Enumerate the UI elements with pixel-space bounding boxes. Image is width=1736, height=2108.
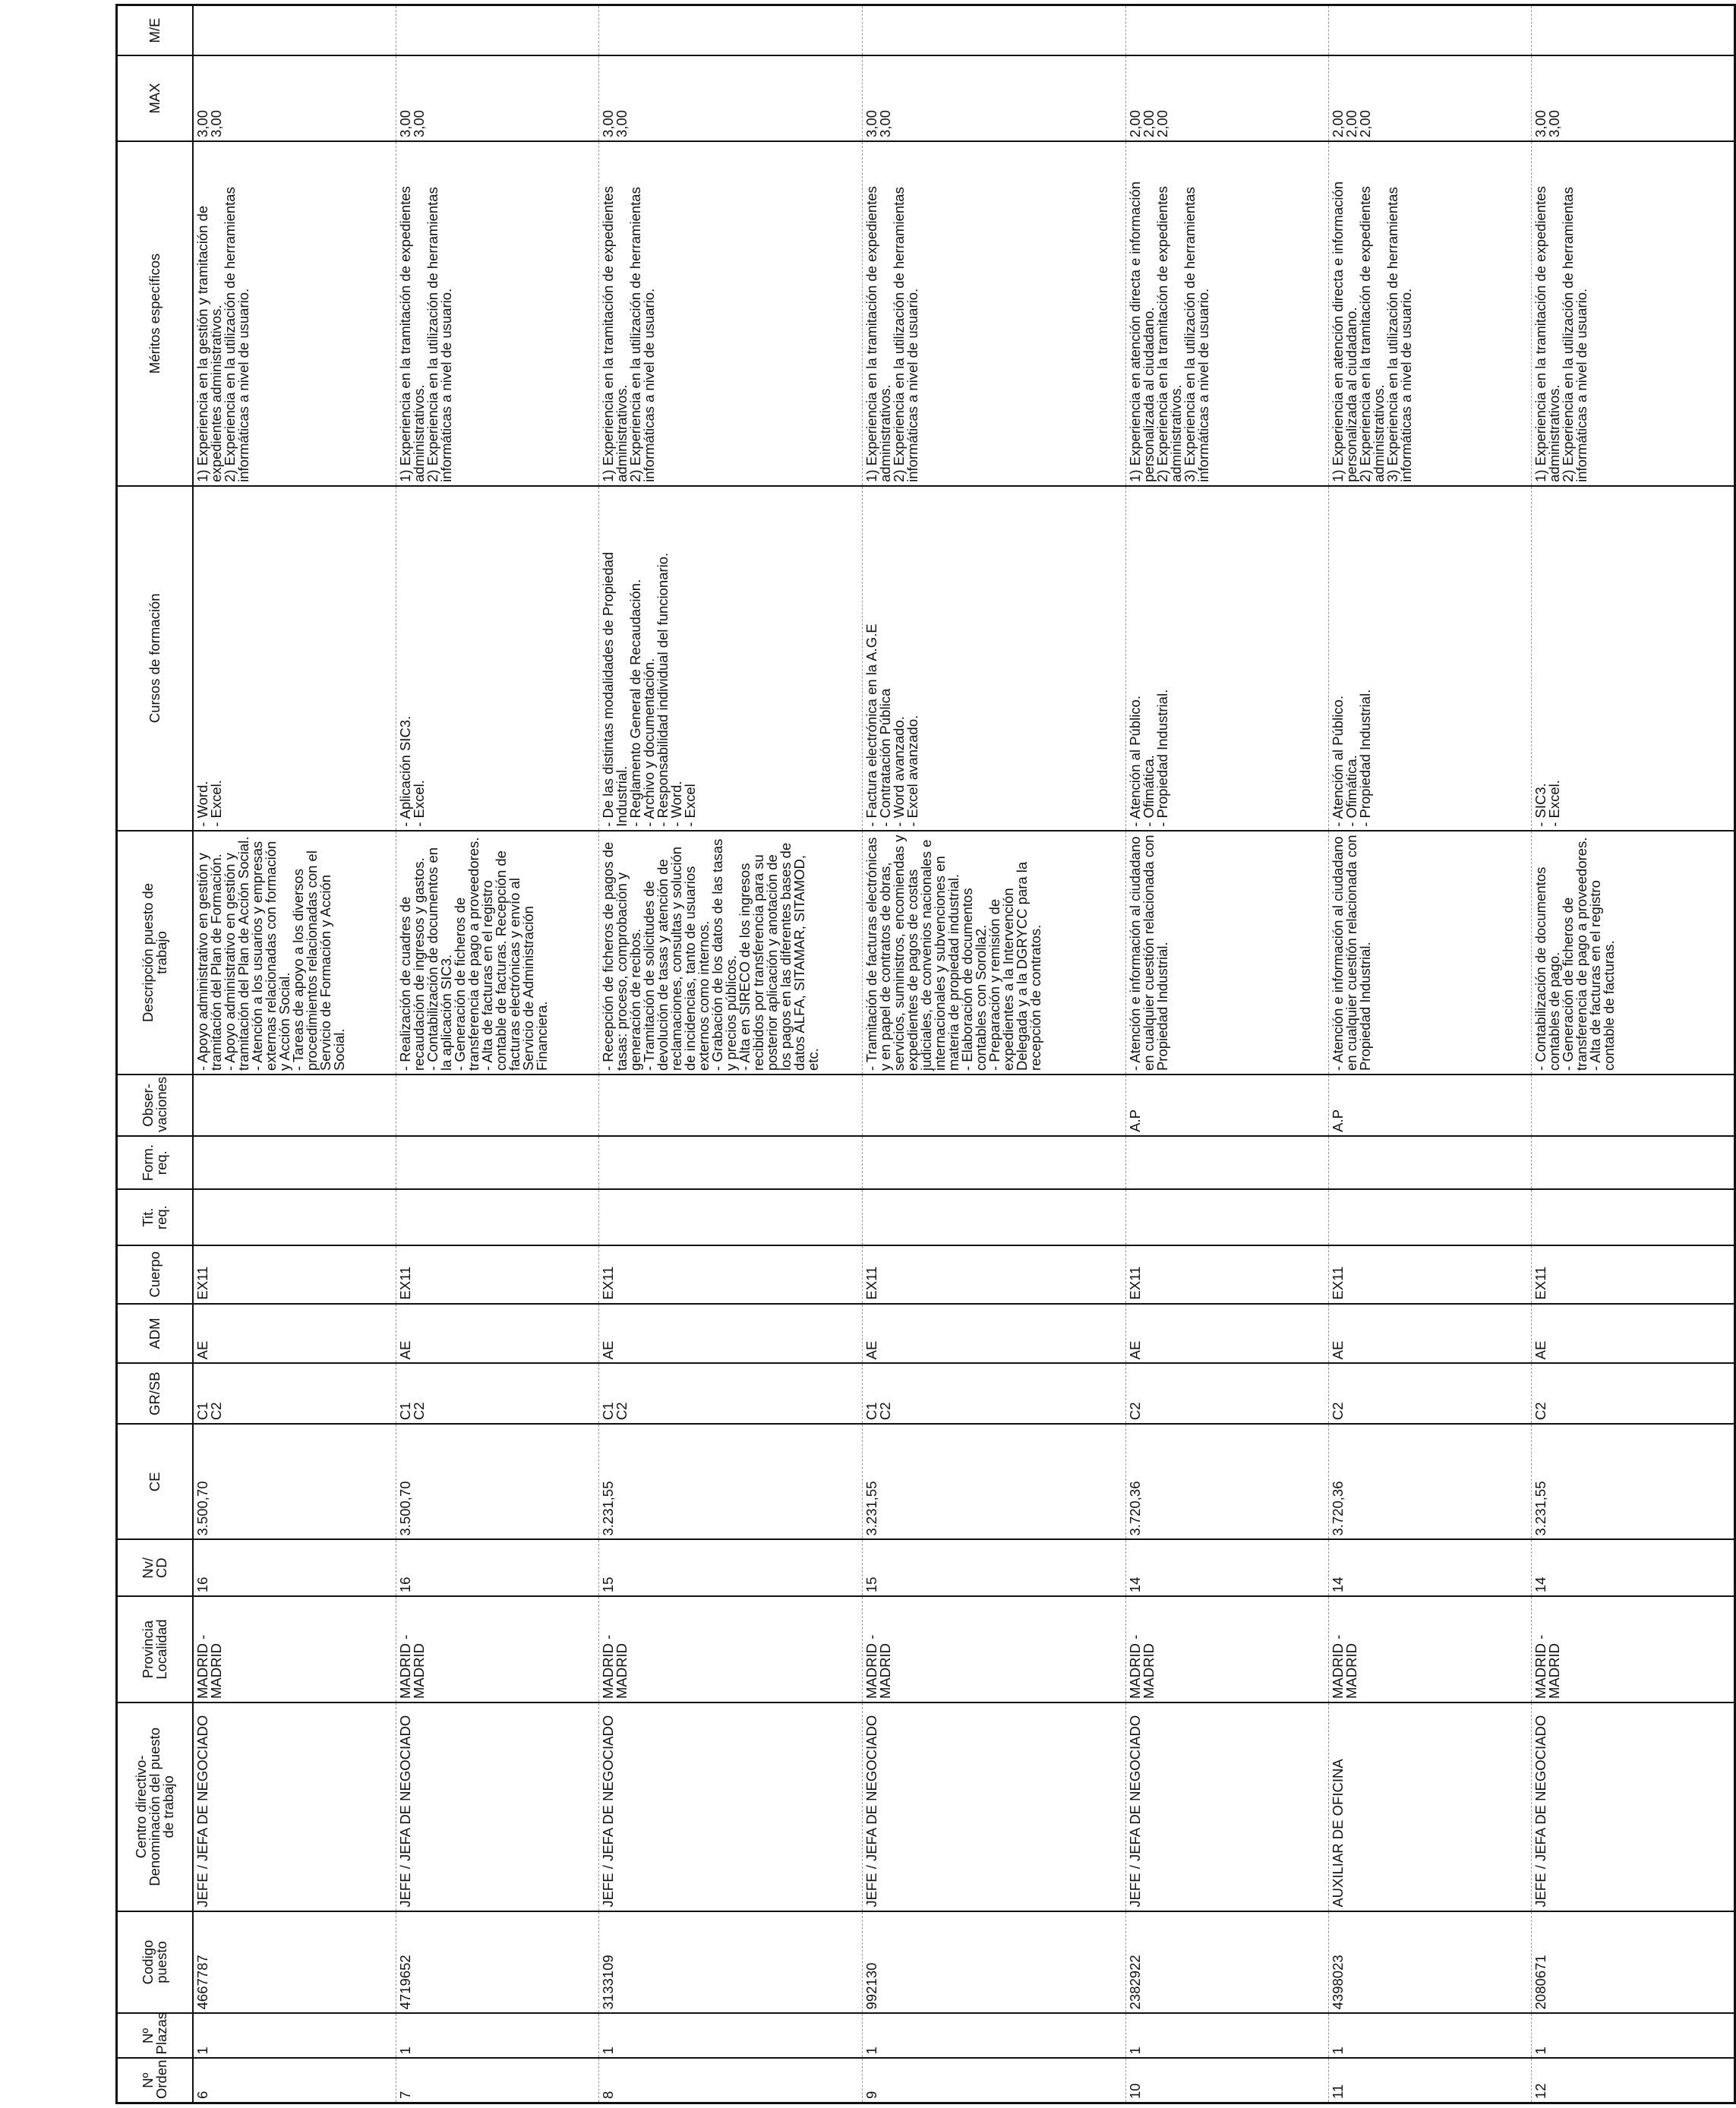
cell-denominacion: JEFE / JEFA DE NEGOCIADO — [396, 1702, 599, 1911]
cell-me — [599, 5, 863, 55]
cell-ce: 3.231,55 — [599, 1424, 863, 1539]
cell-max: 3,00 3,00 — [193, 55, 396, 141]
header-observaciones: Obser- vaciones — [117, 1075, 194, 1136]
cell-cuerpo: EX11 — [599, 1245, 863, 1304]
cell-titulacion — [396, 1189, 599, 1245]
cell-nivel: 14 — [1126, 1540, 1329, 1597]
cell-titulacion — [599, 1189, 863, 1245]
cell-plazas: 1 — [599, 2013, 863, 2058]
cell-observaciones — [599, 1075, 863, 1136]
cell-titulacion — [193, 1189, 396, 1245]
cell-grupo: C1 C2 — [396, 1363, 599, 1424]
header-row — [117, 5, 194, 2103]
cell-plazas: 1 — [396, 2013, 599, 2058]
header-codigo: Codigo puesto — [117, 1911, 194, 2014]
cell-codigo: 4398023 — [1329, 1911, 1532, 2014]
cell-cuerpo: EX11 — [1532, 1245, 1735, 1304]
cell-cursos: - Word. - Excel. — [193, 486, 396, 831]
cell-plazas: 1 — [863, 2013, 1126, 2058]
cell-orden: 8 — [599, 2058, 863, 2103]
cell-ce: 3.720,36 — [1329, 1424, 1532, 1539]
cell-formacion — [1329, 1136, 1532, 1189]
cell-codigo: 4719652 — [396, 1911, 599, 2014]
cell-titulacion — [863, 1189, 1126, 1245]
cell-descripcion: - Atención e información al ciudadano en cualquier cuestión relacionada con Propiedad Industrial. — [1329, 831, 1532, 1075]
cell-orden: 11 — [1329, 2058, 1532, 2103]
cell-plazas: 1 — [1532, 2013, 1735, 2058]
cell-max: 3,00 3,00 — [1532, 55, 1735, 141]
cell-descripcion: - Recepción de ficheros de pagos de tasas: proceso, comprobación y generación de recibos. - Tramitación de solicitudes de devolución de tasas y atención de reclamaciones, consultas y solución de incidencias, tanto de usuarios externos como internos. - Grabación de los datos de las tasas y precios públicos. - Alta en SIRECO de los ingresos recibidos por transferencia para su posterior aplicación y anotación de los pagos en las diferentes bases de datos ALFA, SITAMAR, SITAMOD, etc. — [599, 831, 863, 1075]
header-orden: Nº Orden — [117, 2058, 194, 2103]
cell-nivel: 14 — [1532, 1540, 1735, 1597]
cell-provincia: MADRID - MADRID — [863, 1596, 1126, 1702]
cell-me — [1532, 5, 1735, 55]
cell-codigo: 3133109 — [599, 1911, 863, 2014]
header-centro: Centro directivo- Denominación del puesto de trabajo — [117, 1702, 194, 1911]
cell-cursos: - SIC3. - Excel. — [1532, 486, 1735, 831]
table-row — [863, 5, 1126, 2103]
table-row — [1329, 5, 1532, 2103]
header-nivel: Nv/ CD — [117, 1540, 194, 1597]
header-titulacion: Tit. req. — [117, 1189, 194, 1245]
cell-nivel: 16 — [396, 1540, 599, 1597]
header-cursos: Cursos de formación — [117, 486, 194, 831]
cell-me — [863, 5, 1126, 55]
table-row — [1126, 5, 1329, 2103]
cell-descripcion: - Tramitación de facturas electrónicas y en papel de contratos de obras, servicios, suministros, encomiendas y expedientes de pagos de costas judiciales, de convenios nacionales e internacionales y subvenciones en materia de propiedad industrial. - Elaboración de documentos contables con Sorolla2. - Preparación y remisión de expedientes a la Intervención Delegada y a la DGRYCC para la recepción de contratos. — [863, 831, 1126, 1075]
cell-max: 3,00 3,00 — [863, 55, 1126, 141]
job-positions-table — [115, 4, 1736, 2104]
header-plazas: Nº Plazas — [117, 2013, 194, 2058]
cell-cursos: - Atención al Público. - Ofimática. - Propiedad Industrial. — [1329, 486, 1532, 831]
cell-nivel: 16 — [193, 1540, 396, 1597]
cell-denominacion: JEFE / JEFA DE NEGOCIADO — [599, 1702, 863, 1911]
cell-formacion — [863, 1136, 1126, 1189]
cell-cuerpo: EX11 — [1126, 1245, 1329, 1304]
cell-ce: 3.231,55 — [863, 1424, 1126, 1539]
header-ce: CE — [117, 1424, 194, 1539]
cell-plazas: 1 — [193, 2013, 396, 2058]
cell-grupo: C1 C2 — [599, 1363, 863, 1424]
cell-titulacion — [1329, 1189, 1532, 1245]
rotated-table-wrapper — [115, 4, 1617, 2104]
cell-meritos: 1) Experiencia en atención directa e información personalizada al ciudadano. 2) Experiencia en la tramitación de expedientes administrativos. 3) Experiencia en la utilización de herramientas informáticas a nivel de usuario. — [1329, 141, 1532, 486]
cell-me — [1329, 5, 1532, 55]
header-provincia: Provincia Localidad — [117, 1596, 194, 1702]
cell-cuerpo: EX11 — [396, 1245, 599, 1304]
cell-cursos: - Factura electrónica en la A.G.E - Contratación Pública - Word avanzado. - Excel avanzado. — [863, 486, 1126, 831]
cell-descripcion: - Realización de cuadres de recaudación de ingresos y gastos. - Contabilización de documentos en la aplicación SIC3. - Generación de ficheros de transferencia de pago a proveedores. - Alta de facturas en el registro contable de facturas. Recepción de facturas electrónicas y envío al Servicio de Administración Financiera. — [396, 831, 599, 1075]
cell-denominacion: JEFE / JEFA DE NEGOCIADO — [1532, 1702, 1735, 1911]
cell-grupo: C2 — [1532, 1363, 1735, 1424]
cell-cuerpo: EX11 — [193, 1245, 396, 1304]
cell-me — [396, 5, 599, 55]
header-meritos: Méritos específicos — [117, 141, 194, 486]
cell-max: 2,00 2,00 2,00 — [1329, 55, 1532, 141]
cell-ce: 3.500,70 — [193, 1424, 396, 1539]
cell-max: 3,00 3,00 — [599, 55, 863, 141]
cell-max: 2,00 2,00 2,00 — [1126, 55, 1329, 141]
cell-observaciones — [193, 1075, 396, 1136]
cell-formacion — [1126, 1136, 1329, 1189]
cell-meritos: 1) Experiencia en atención directa e información personalizada al ciudadano. 2) Experiencia en la tramitación de expedientes administrativos. 3) Experiencia en la utilización de herramientas informáticas a nivel de usuario. — [1126, 141, 1329, 486]
header-me: M/E — [117, 5, 194, 55]
cell-cursos: - Atención al Público. - Ofimática. - Propiedad Industrial. — [1126, 486, 1329, 831]
cell-codigo: 992130 — [863, 1911, 1126, 2014]
cell-meritos: 1) Experiencia en la tramitación de expedientes administrativos. 2) Experiencia en la utilización de herramientas informáticas a nivel de usuario. — [1532, 141, 1735, 486]
cell-meritos: 1) Experiencia en la gestión y tramitación de expedientes administrativos. 2) Experiencia en la utilización de herramientas informáticas a nivel de usuario. — [193, 141, 396, 486]
cell-meritos: 1) Experiencia en la tramitación de expedientes administrativos. 2) Experiencia en la utilización de herramientas informáticas a nivel de usuario. — [396, 141, 599, 486]
cell-grupo: C2 — [1126, 1363, 1329, 1424]
cell-formacion — [396, 1136, 599, 1189]
cell-adm: AE — [599, 1304, 863, 1364]
cell-provincia: MADRID - MADRID — [599, 1596, 863, 1702]
cell-formacion — [193, 1136, 396, 1189]
cell-orden: 9 — [863, 2058, 1126, 2103]
cell-denominacion: JEFE / JEFA DE NEGOCIADO — [863, 1702, 1126, 1911]
cell-provincia: MADRID - MADRID — [1532, 1596, 1735, 1702]
cell-denominacion: JEFE / JEFA DE NEGOCIADO — [193, 1702, 396, 1911]
cell-adm: AE — [1329, 1304, 1532, 1364]
table-row — [1532, 5, 1735, 2103]
cell-plazas: 1 — [1126, 2013, 1329, 2058]
cell-nivel: 14 — [1329, 1540, 1532, 1597]
cell-orden: 6 — [193, 2058, 396, 2103]
cell-descripcion: - Contabilización de documentos contables de pago. - Generación de ficheros de transferencia de pago a proveedores. - Alta de facturas en el registro contable de facturas. — [1532, 831, 1735, 1075]
cell-observaciones: A.P — [1126, 1075, 1329, 1136]
cell-provincia: MADRID - MADRID — [396, 1596, 599, 1702]
cell-adm: AE — [863, 1304, 1126, 1364]
cell-codigo: 2080671 — [1532, 1911, 1735, 2014]
cell-denominacion: JEFE / JEFA DE NEGOCIADO — [1126, 1702, 1329, 1911]
table-row — [193, 5, 396, 2103]
cell-codigo: 4667787 — [193, 1911, 396, 2014]
cell-observaciones — [396, 1075, 599, 1136]
cell-ce: 3.231,55 — [1532, 1424, 1735, 1539]
header-max: MAX — [117, 55, 194, 141]
cell-adm: AE — [1126, 1304, 1329, 1364]
cell-max: 3,00 3,00 — [396, 55, 599, 141]
cell-adm: AE — [193, 1304, 396, 1364]
cell-grupo: C2 — [1329, 1363, 1532, 1424]
header-descripcion: Descripción puesto de trabajo — [117, 831, 194, 1075]
cell-provincia: MADRID - MADRID — [193, 1596, 396, 1702]
cell-observaciones — [863, 1075, 1126, 1136]
cell-descripcion: - Atención e información al ciudadano en cualquier cuestión relacionada con Propiedad Industrial. — [1126, 831, 1329, 1075]
cell-plazas: 1 — [1329, 2013, 1532, 2058]
cell-orden: 7 — [396, 2058, 599, 2103]
cell-orden: 12 — [1532, 2058, 1735, 2103]
cell-me — [193, 5, 396, 55]
cell-provincia: MADRID - MADRID — [1329, 1596, 1532, 1702]
header-formacion: Form. req. — [117, 1136, 194, 1189]
cell-meritos: 1) Experiencia en la tramitación de expedientes administrativos. 2) Experiencia en la utilización de herramientas informáticas a nivel de usuario. — [863, 141, 1126, 486]
cell-titulacion — [1532, 1189, 1735, 1245]
cell-grupo: C1 C2 — [193, 1363, 396, 1424]
cell-grupo: C1 C2 — [863, 1363, 1126, 1424]
table-row — [396, 5, 599, 2103]
cell-orden: 10 — [1126, 2058, 1329, 2103]
table-row — [599, 5, 863, 2103]
cell-nivel: 15 — [863, 1540, 1126, 1597]
cell-adm: AE — [396, 1304, 599, 1364]
header-grupo: GR/SB — [117, 1363, 194, 1424]
cell-provincia: MADRID - MADRID — [1126, 1596, 1329, 1702]
cell-denominacion: AUXILIAR DE OFICINA — [1329, 1702, 1532, 1911]
header-adm: ADM — [117, 1304, 194, 1364]
cell-codigo: 2382922 — [1126, 1911, 1329, 2014]
cell-cuerpo: EX11 — [1329, 1245, 1532, 1304]
cell-adm: AE — [1532, 1304, 1735, 1364]
cell-cursos: - De las distintas modalidades de Propiedad Industrial. - Reglamento General de Recaudación. - Archivo y documentación. - Responsabilidad individual del funcionario. - Word. - Excel — [599, 486, 863, 831]
header-cuerpo: Cuerpo — [117, 1245, 194, 1304]
cell-meritos: 1) Experiencia en la tramitación de expedientes administrativos. 2) Experiencia en la utilización de herramientas informáticas a nivel de usuario. — [599, 141, 863, 486]
cell-cursos: - Aplicación SIC3. - Excel. — [396, 486, 599, 831]
cell-observaciones: A.P — [1329, 1075, 1532, 1136]
cell-nivel: 15 — [599, 1540, 863, 1597]
cell-cuerpo: EX11 — [863, 1245, 1126, 1304]
cell-formacion — [599, 1136, 863, 1189]
cell-ce: 3.500,70 — [396, 1424, 599, 1539]
cell-ce: 3.720,36 — [1126, 1424, 1329, 1539]
cell-observaciones — [1532, 1075, 1735, 1136]
cell-descripcion: - Apoyo administrativo en gestión y tramitación del Plan de Formación. - Apoyo administrativo en gestión y tramitación del Plan de Acción Social. - Atención a los usuarios y empresas externas relacionadas con formación y Acción Social. - Tareas de apoyo a los diversos procedimientos relacionadas con el Servicio de Formación y Acción Social. — [193, 831, 396, 1075]
cell-titulacion — [1126, 1189, 1329, 1245]
cell-formacion — [1532, 1136, 1735, 1189]
cell-me — [1126, 5, 1329, 55]
